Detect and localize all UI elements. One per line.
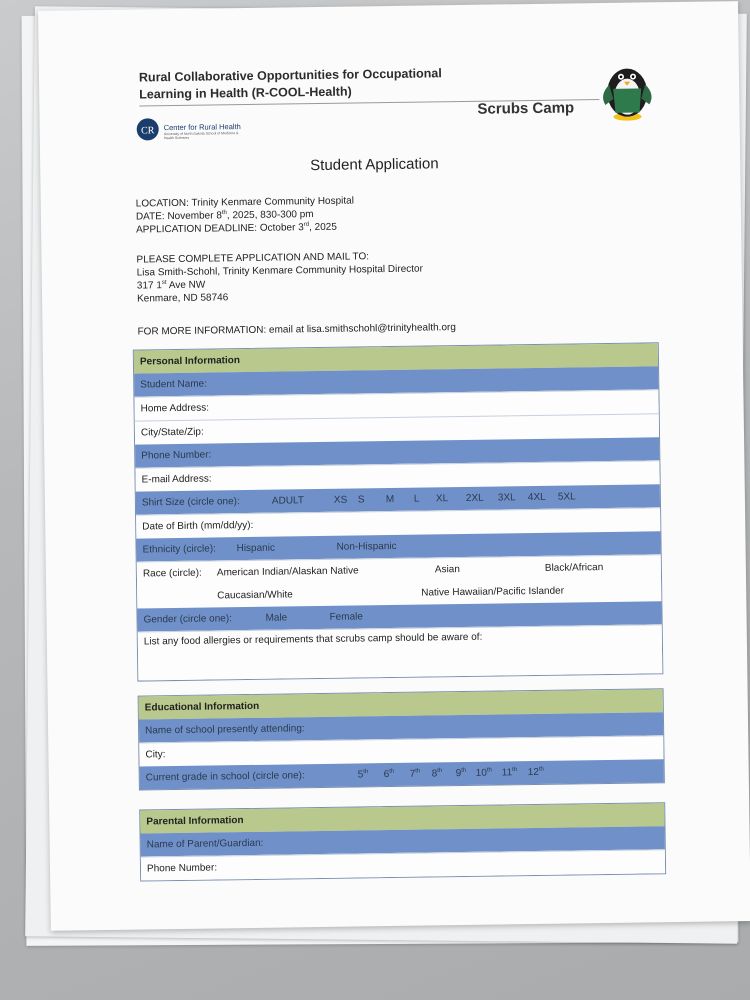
event-date: DATE: November 8th, 2025, 830-300 pm [135,209,314,223]
section-heading: Educational Information [139,689,663,719]
race-option[interactable]: Native Hawaiian/Pacific Islander [421,585,565,599]
gender-option[interactable]: Male [265,612,288,624]
document-title: Student Application [310,155,439,175]
educational-information-section [138,688,665,790]
race-option[interactable]: Black/African [544,562,604,574]
center-for-rural-health-logo [136,116,256,146]
section-heading: Parental Information [140,803,664,833]
phone-number-field[interactable]: Phone Number: [135,437,659,467]
mail-instruction: PLEASE COMPLETE APPLICATION AND MAIL TO: [136,251,370,266]
grade-option[interactable]: 10th [475,767,492,779]
grade-option[interactable]: 6th [383,768,395,781]
race-label: Race (circle): [142,567,202,580]
shirt-option[interactable]: S [357,494,365,506]
shirt-option[interactable]: ADULT [271,495,305,507]
student-name-field[interactable]: Student Name: [134,366,658,396]
svg-text:CR: CR [140,125,155,137]
gender-option[interactable]: Female [329,611,363,623]
shirt-option[interactable]: 3XL [497,492,516,504]
city-state-zip-field[interactable]: City/State/Zip: [135,413,659,444]
shirt-option[interactable]: 2XL [465,492,484,504]
mailing-instructions [136,250,423,306]
penguin-mascot-icon [591,54,664,123]
ethnicity-option[interactable]: Non-Hispanic [336,540,397,553]
email-field[interactable]: E-mail Address: [135,460,659,491]
event-location: LOCATION: Trinity Kenmare Community Hospital [135,195,355,210]
food-allergies-field[interactable]: List any food allergies or requirements that scrubs camp should be aware of: [138,624,663,680]
shirt-option[interactable]: 4XL [527,491,546,504]
logo-subtext: University of North Dakota School of Medicine & Health Sciences [163,131,239,141]
ethnicity-option[interactable]: Hispanic [236,542,275,555]
mail-street: 317 1st Ave NW [136,279,206,292]
shirt-option[interactable]: XS [333,494,348,506]
parent-name-field[interactable]: Name of Parent/Guardian: [141,826,665,856]
program-title-line-1: Rural Collaborative Opportunities for Occupational [138,66,442,85]
event-details [136,194,355,236]
gender-label: Gender (circle one): [143,613,232,626]
grade-option[interactable]: 7th [409,768,421,780]
grade-option[interactable]: 11th [501,766,518,779]
program-title [139,64,559,104]
application-paper [38,1,750,931]
race-field[interactable] [137,554,662,608]
mail-recipient: Lisa Smith-Schohl, Trinity Kenmare Community Hospital Director [136,263,423,279]
home-address-field[interactable]: Home Address: [134,389,658,420]
crh-emblem-icon [136,117,160,141]
grade-option[interactable]: 12th [527,766,544,779]
race-option[interactable]: American Indian/Alaskan Native [216,565,359,579]
personal-information-section [133,342,664,681]
shirt-option[interactable]: XL [435,493,449,505]
grade-option[interactable]: 5th [357,769,369,781]
ethnicity-label: Ethnicity (circle): [142,543,217,556]
logo-text: Center for Rural Health [163,122,241,133]
shirt-option[interactable]: L [413,493,420,505]
shirt-option[interactable]: 5XL [557,491,576,503]
shirt-option[interactable]: M [385,493,395,506]
application-deadline: APPLICATION DEADLINE: October 3rd, 2025 [136,221,337,236]
race-option[interactable]: Caucasian/White [217,589,293,602]
shirt-size-label: Shirt Size (circle one): [141,496,240,509]
date-of-birth-field[interactable]: Date of Birth (mm/dd/yy): [136,507,660,538]
race-option[interactable]: Asian [434,564,460,576]
camp-name: Scrubs Camp [477,99,575,118]
grade-option[interactable]: 8th [431,767,443,780]
section-heading: Personal Information [134,343,658,373]
school-city-field[interactable]: City: [139,735,663,766]
school-name-field[interactable]: Name of school presently attending: [139,712,663,742]
more-info: FOR MORE INFORMATION: email at lisa.smithschohl@trinityhealth.org [137,322,456,338]
parental-information-section [139,802,666,881]
grade-label: Current grade in school (circle one): [145,770,305,784]
program-title-line-2: Learning in Health (R-COOL-Health) [139,84,352,102]
grade-option[interactable]: 9th [455,767,467,780]
mail-city: Kenmare, ND 58746 [136,292,229,305]
parent-phone-field[interactable]: Phone Number: [141,849,665,880]
